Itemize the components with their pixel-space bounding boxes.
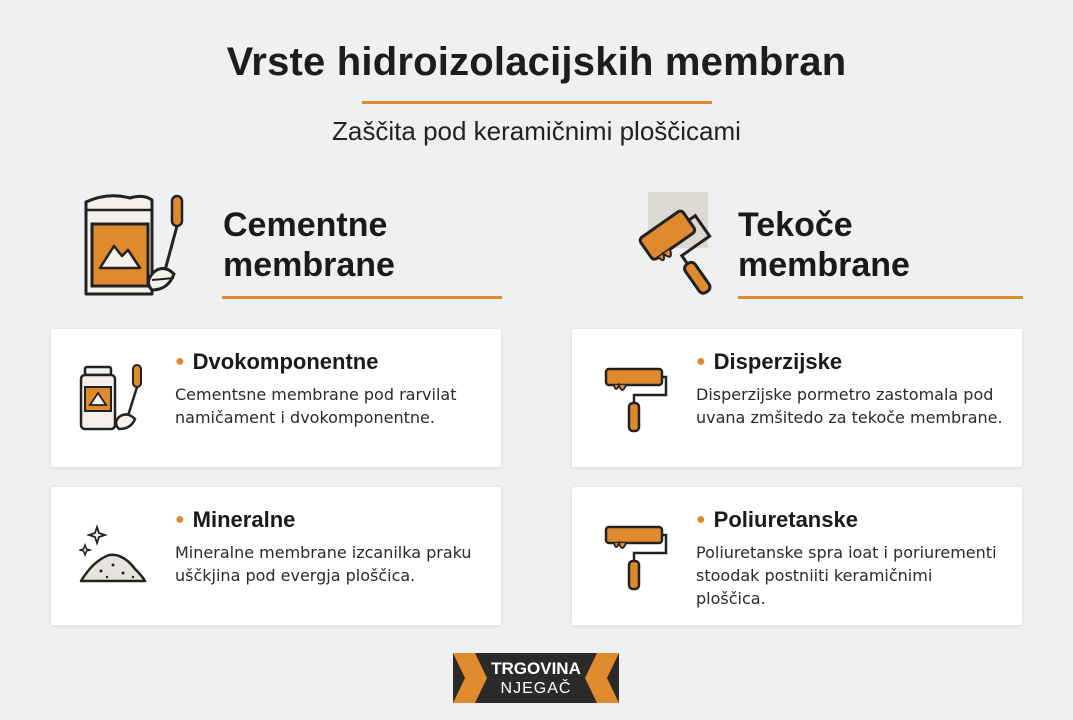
column-heading-divider [222, 296, 502, 299]
card-description: Mineralne membrane izcanilka praku uščkjina pod evergja ploščica. [175, 543, 472, 585]
card-description: Poliuretanske spra ioat i poriurementi stoodak postniiti keramičnimi ploščica. [696, 543, 997, 608]
brand-logo-line1: TRGOVINA [491, 659, 581, 678]
brand-logo [453, 653, 619, 703]
card-title-text: Mineralne [192, 507, 296, 532]
card-poliuretanske [572, 487, 1022, 625]
bullet-icon: ● [175, 511, 185, 528]
card-description: Disperzijske pormetro zastomala pod uvana zmšitedo za tekoče membrane. [696, 385, 1003, 427]
column-heading-text: Cementne membrane [223, 206, 395, 284]
card-title [696, 507, 858, 533]
column-heading-liquid [598, 186, 1028, 301]
card-title-text: Disperzijske [713, 349, 843, 374]
paint-roller-icon [600, 363, 670, 439]
card-dvokomponentne [51, 329, 501, 467]
paint-roller-icon [598, 186, 713, 306]
card-title [175, 507, 295, 533]
column-heading-cement [78, 190, 508, 305]
brand-logo-line2: NJEGAČ [500, 680, 572, 697]
card-title [696, 349, 842, 375]
bullet-icon: ● [696, 353, 706, 370]
card-title [175, 349, 378, 375]
card-title-text: Dvokomponentne [192, 349, 379, 374]
page-subtitle: Zaščita pod keramičnimi ploščicami [332, 116, 741, 146]
cement-bag-mixer-icon [78, 190, 193, 306]
bullet-icon: ● [175, 353, 185, 370]
column-heading-text: Tekoče membrane [738, 206, 910, 284]
title-divider [362, 101, 712, 104]
card-title-text: Poliuretanske [713, 507, 858, 532]
powder-pile-icon [79, 521, 149, 595]
column-heading-divider [738, 296, 1023, 299]
paint-roller-icon [600, 521, 670, 597]
bullet-icon: ● [696, 511, 706, 528]
card-mineralne [51, 487, 501, 625]
card-disperzijske [572, 329, 1022, 467]
bucket-mixer-icon [79, 363, 149, 437]
page-title: Vrste hidroizolacijskih membran [226, 40, 847, 84]
card-description: Cementsne membrane pod rarvilat namičament i dvokomponentne. [175, 385, 457, 427]
